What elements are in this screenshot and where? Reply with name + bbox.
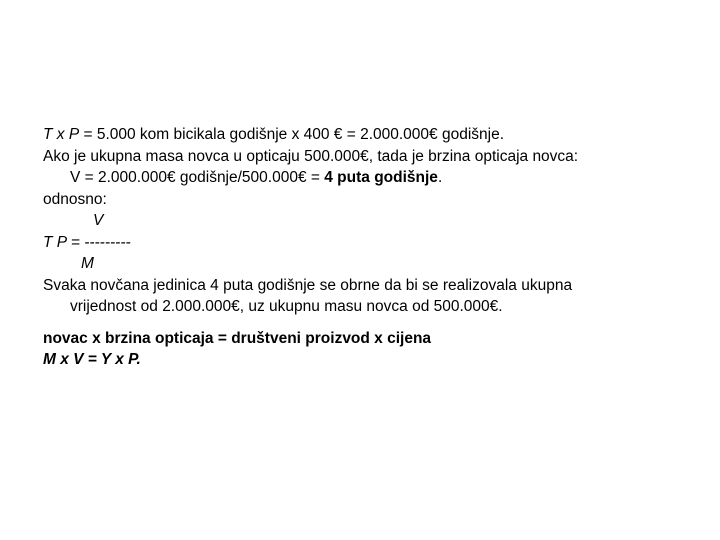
line-explanation-2: vrijednost od 2.000.000€, uz ukupnu masu novca od 500.000€. (70, 298, 503, 315)
slide-text (43, 124, 703, 371)
fraction-line: T P = --------- (43, 233, 131, 251)
spacer (43, 318, 703, 328)
line-velocity-calculation (43, 167, 703, 189)
velocity-formula: V = 2.000.000€ godišnje/500.000€ = (70, 169, 325, 186)
velocity-period: . (437, 169, 443, 186)
tp-calculation: = 5.000 kom bicikala godišnje x 400 € = 2.000.000€ godišnje. (79, 126, 504, 143)
tp-term: T x P (43, 126, 80, 143)
line-equation-symbols: M x V = Y x P. (43, 351, 141, 368)
line-equation-words: novac x brzina opticaja = društveni proizvod x cijena (43, 329, 432, 347)
line-money-supply: Ako je ukupna masa novca u opticaju 500.000€, tada je brzina opticaja novca: (43, 147, 579, 165)
line-odnosno: odnosno: (43, 190, 107, 208)
line-tp-equation (43, 124, 703, 146)
velocity-result: 4 puta godišnje (324, 169, 438, 186)
line-explanation-1: Svaka novčana jedinica 4 puta godišnje se obrne da bi se realizovala ukupna (43, 276, 573, 294)
fraction-denominator: M (81, 255, 94, 272)
fraction-numerator: V (93, 212, 104, 229)
